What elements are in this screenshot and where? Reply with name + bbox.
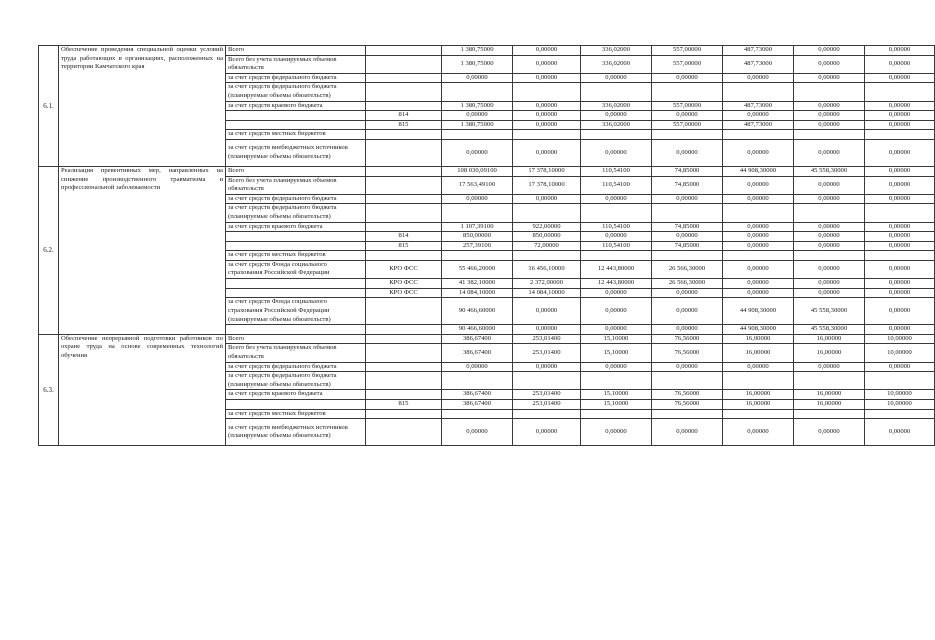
amount-cell bbox=[581, 251, 652, 261]
amount-cell: 0,00000 bbox=[865, 176, 935, 194]
amount-cell: 15,10000 bbox=[581, 334, 652, 344]
amount-cell bbox=[723, 251, 794, 261]
amount-cell: 0,00000 bbox=[723, 362, 794, 372]
amount-cell: 16,00000 bbox=[723, 334, 794, 344]
amount-cell bbox=[581, 372, 652, 390]
table-row bbox=[39, 334, 935, 344]
amount-cell: 90 466,60000 bbox=[442, 325, 513, 335]
budget-table bbox=[38, 45, 935, 446]
amount-cell: 0,00000 bbox=[513, 55, 581, 73]
amount-cell: 0,00000 bbox=[794, 222, 865, 232]
amount-cell: 386,67400 bbox=[442, 344, 513, 362]
budget-code-cell: 814 bbox=[366, 232, 442, 242]
amount-cell: 44 908,30000 bbox=[723, 298, 794, 325]
amount-cell: 487,73000 bbox=[723, 55, 794, 73]
amount-cell: 0,00000 bbox=[723, 260, 794, 278]
amount-cell: 0,00000 bbox=[865, 111, 935, 121]
budget-code-cell bbox=[366, 362, 442, 372]
amount-cell: 0,00000 bbox=[442, 194, 513, 204]
amount-cell: 0,00000 bbox=[794, 176, 865, 194]
budget-code-cell: 815 bbox=[366, 400, 442, 410]
amount-cell bbox=[865, 204, 935, 222]
amount-cell: 0,00000 bbox=[442, 362, 513, 372]
budget-code-cell bbox=[366, 344, 442, 362]
amount-cell bbox=[652, 409, 723, 419]
budget-code-cell bbox=[366, 83, 442, 101]
amount-cell bbox=[794, 130, 865, 140]
amount-cell: 41 382,10000 bbox=[442, 279, 513, 289]
amount-cell bbox=[513, 83, 581, 101]
amount-cell bbox=[652, 251, 723, 261]
amount-cell: 557,00000 bbox=[652, 46, 723, 56]
funding-source-cell bbox=[226, 288, 366, 298]
amount-cell: 0,00000 bbox=[865, 166, 935, 176]
amount-cell: 0,00000 bbox=[581, 298, 652, 325]
amount-cell: 76,56000 bbox=[652, 390, 723, 400]
amount-cell: 0,00000 bbox=[865, 241, 935, 251]
amount-cell: 0,00000 bbox=[581, 139, 652, 166]
amount-cell: 0,00000 bbox=[513, 325, 581, 335]
amount-cell: 0,00000 bbox=[581, 73, 652, 83]
budget-code-cell bbox=[366, 334, 442, 344]
budget-code-cell bbox=[366, 222, 442, 232]
amount-cell: 0,00000 bbox=[865, 419, 935, 446]
amount-cell: 14 084,10000 bbox=[442, 288, 513, 298]
amount-cell: 0,00000 bbox=[865, 101, 935, 111]
amount-cell: 386,67400 bbox=[442, 334, 513, 344]
amount-cell: 487,73000 bbox=[723, 46, 794, 56]
amount-cell: 0,00000 bbox=[442, 73, 513, 83]
amount-cell bbox=[581, 409, 652, 419]
amount-cell bbox=[723, 409, 794, 419]
amount-cell: 0,00000 bbox=[794, 55, 865, 73]
amount-cell: 0,00000 bbox=[865, 194, 935, 204]
budget-code-cell: КРО ФСС bbox=[366, 260, 442, 278]
section-number: 6.2. bbox=[39, 166, 59, 334]
amount-cell bbox=[865, 83, 935, 101]
amount-cell: 0,00000 bbox=[723, 288, 794, 298]
amount-cell: 0,00000 bbox=[652, 362, 723, 372]
amount-cell: 12 443,80000 bbox=[581, 279, 652, 289]
amount-cell: 110,54100 bbox=[581, 222, 652, 232]
amount-cell: 16,00000 bbox=[723, 344, 794, 362]
amount-cell: 850,00000 bbox=[442, 232, 513, 242]
funding-source-cell: за счет средств местных бюджетов bbox=[226, 409, 366, 419]
budget-code-cell bbox=[366, 204, 442, 222]
amount-cell: 0,00000 bbox=[865, 298, 935, 325]
amount-cell: 0,00000 bbox=[865, 260, 935, 278]
budget-code-cell bbox=[366, 101, 442, 111]
amount-cell: 45 558,30000 bbox=[794, 325, 865, 335]
budget-code-cell bbox=[366, 139, 442, 166]
funding-source-cell bbox=[226, 111, 366, 121]
amount-cell bbox=[581, 204, 652, 222]
amount-cell: 0,00000 bbox=[581, 232, 652, 242]
budget-code-cell bbox=[366, 55, 442, 73]
amount-cell: 850,00000 bbox=[513, 232, 581, 242]
amount-cell: 0,00000 bbox=[513, 194, 581, 204]
amount-cell: 0,00000 bbox=[581, 288, 652, 298]
amount-cell: 0,00000 bbox=[794, 288, 865, 298]
amount-cell bbox=[513, 251, 581, 261]
funding-source-cell: за счет средств Фонда социального страхования Российской Федерации (планируемые объемы обязательств) bbox=[226, 298, 366, 325]
funding-source-cell: Всего без учета планируемых объемов обязательств bbox=[226, 344, 366, 362]
amount-cell: 0,00000 bbox=[513, 139, 581, 166]
amount-cell: 0,00000 bbox=[794, 101, 865, 111]
budget-code-cell bbox=[366, 166, 442, 176]
amount-cell bbox=[652, 130, 723, 140]
funding-source-cell bbox=[226, 120, 366, 130]
amount-cell: 0,00000 bbox=[865, 222, 935, 232]
budget-code-cell bbox=[366, 409, 442, 419]
amount-cell: 1 380,75000 bbox=[442, 120, 513, 130]
amount-cell: 257,39100 bbox=[442, 241, 513, 251]
amount-cell: 108 030,09100 bbox=[442, 166, 513, 176]
amount-cell: 0,00000 bbox=[723, 176, 794, 194]
amount-cell: 0,00000 bbox=[794, 362, 865, 372]
amount-cell: 0,00000 bbox=[581, 419, 652, 446]
amount-cell bbox=[652, 372, 723, 390]
amount-cell: 0,00000 bbox=[581, 111, 652, 121]
amount-cell: 0,00000 bbox=[794, 120, 865, 130]
amount-cell: 0,00000 bbox=[723, 279, 794, 289]
amount-cell: 0,00000 bbox=[794, 139, 865, 166]
amount-cell: 12 443,80000 bbox=[581, 260, 652, 278]
amount-cell: 0,00000 bbox=[652, 73, 723, 83]
amount-cell bbox=[794, 83, 865, 101]
amount-cell: 26 566,30000 bbox=[652, 260, 723, 278]
amount-cell: 2 372,00000 bbox=[513, 279, 581, 289]
amount-cell bbox=[794, 204, 865, 222]
funding-source-cell: Всего bbox=[226, 166, 366, 176]
funding-source-cell: за счет средств краевого бюджета bbox=[226, 101, 366, 111]
amount-cell: 1 380,75000 bbox=[442, 55, 513, 73]
amount-cell: 0,00000 bbox=[865, 139, 935, 166]
amount-cell: 1 107,39100 bbox=[442, 222, 513, 232]
amount-cell bbox=[513, 372, 581, 390]
amount-cell: 16,00000 bbox=[723, 400, 794, 410]
amount-cell: 74,85000 bbox=[652, 222, 723, 232]
amount-cell bbox=[794, 372, 865, 390]
amount-cell bbox=[652, 204, 723, 222]
table-row bbox=[39, 166, 935, 176]
activity-name: Обеспечение проведения специальной оценки условий труда работающих в организациях, расположенных на территории Камчатского края bbox=[59, 46, 226, 167]
amount-cell: 253,01400 bbox=[513, 400, 581, 410]
amount-cell: 0,00000 bbox=[652, 298, 723, 325]
funding-source-cell: за счет средств местных бюджетов bbox=[226, 251, 366, 261]
amount-cell bbox=[865, 130, 935, 140]
funding-source-cell: Всего bbox=[226, 334, 366, 344]
amount-cell: 336,02000 bbox=[581, 46, 652, 56]
budget-code-cell: 815 bbox=[366, 241, 442, 251]
amount-cell: 0,00000 bbox=[723, 194, 794, 204]
amount-cell: 17 563,49100 bbox=[442, 176, 513, 194]
amount-cell: 557,00000 bbox=[652, 101, 723, 111]
budget-code-cell bbox=[366, 390, 442, 400]
amount-cell: 110,54100 bbox=[581, 241, 652, 251]
amount-cell: 1 380,75000 bbox=[442, 101, 513, 111]
amount-cell: 336,02000 bbox=[581, 55, 652, 73]
amount-cell bbox=[513, 130, 581, 140]
amount-cell: 0,00000 bbox=[513, 298, 581, 325]
amount-cell bbox=[652, 83, 723, 101]
funding-source-cell: за счет средств Фонда социального страхования Российской Федерации bbox=[226, 260, 366, 278]
amount-cell: 0,00000 bbox=[723, 111, 794, 121]
funding-source-cell: за счет средств федерального бюджета (планируемые объемы обязательств) bbox=[226, 204, 366, 222]
amount-cell: 0,00000 bbox=[652, 419, 723, 446]
amount-cell: 0,00000 bbox=[865, 325, 935, 335]
amount-cell: 0,00000 bbox=[794, 260, 865, 278]
amount-cell: 0,00000 bbox=[652, 194, 723, 204]
funding-source-cell: за счет средств федерального бюджета bbox=[226, 194, 366, 204]
amount-cell: 0,00000 bbox=[794, 73, 865, 83]
amount-cell: 0,00000 bbox=[723, 241, 794, 251]
amount-cell bbox=[723, 130, 794, 140]
amount-cell: 0,00000 bbox=[865, 362, 935, 372]
funding-source-cell: за счет средств внебюджетных источников (планируемые объемы обязательств) bbox=[226, 139, 366, 166]
amount-cell: 16,00000 bbox=[794, 344, 865, 362]
budget-code-cell bbox=[366, 176, 442, 194]
budget-code-cell bbox=[366, 194, 442, 204]
amount-cell: 10,00000 bbox=[865, 400, 935, 410]
funding-source-cell bbox=[226, 400, 366, 410]
amount-cell: 0,00000 bbox=[513, 120, 581, 130]
amount-cell: 0,00000 bbox=[794, 194, 865, 204]
amount-cell: 0,00000 bbox=[794, 419, 865, 446]
budget-table-sheet bbox=[38, 45, 912, 446]
budget-code-cell bbox=[366, 73, 442, 83]
amount-cell: 0,00000 bbox=[652, 111, 723, 121]
amount-cell: 0,00000 bbox=[581, 362, 652, 372]
amount-cell bbox=[865, 251, 935, 261]
budget-code-cell bbox=[366, 130, 442, 140]
amount-cell: 0,00000 bbox=[865, 232, 935, 242]
amount-cell: 487,73000 bbox=[723, 120, 794, 130]
amount-cell: 0,00000 bbox=[865, 288, 935, 298]
amount-cell: 0,00000 bbox=[794, 279, 865, 289]
funding-source-cell bbox=[226, 232, 366, 242]
funding-source-cell: за счет средств федерального бюджета (планируемые объемы обязательств) bbox=[226, 372, 366, 390]
amount-cell: 15,10000 bbox=[581, 390, 652, 400]
amount-cell: 0,00000 bbox=[513, 46, 581, 56]
amount-cell: 0,00000 bbox=[723, 232, 794, 242]
activity-name: Реализация превентивных мер, направленных на снижение производственного травматизма и профессиональной заболеваемости bbox=[59, 166, 226, 334]
amount-cell: 45 558,30000 bbox=[794, 166, 865, 176]
amount-cell: 16,00000 bbox=[794, 400, 865, 410]
section-number: 6.1. bbox=[39, 46, 59, 167]
amount-cell: 76,56000 bbox=[652, 400, 723, 410]
amount-cell bbox=[442, 409, 513, 419]
budget-code-cell: 814 bbox=[366, 111, 442, 121]
amount-cell: 0,00000 bbox=[652, 139, 723, 166]
amount-cell: 0,00000 bbox=[652, 288, 723, 298]
amount-cell bbox=[513, 409, 581, 419]
budget-code-cell: КРО ФСС bbox=[366, 288, 442, 298]
amount-cell: 0,00000 bbox=[723, 73, 794, 83]
amount-cell bbox=[723, 204, 794, 222]
amount-cell: 0,00000 bbox=[865, 279, 935, 289]
funding-source-cell: Всего без учета планируемых объемов обязательств bbox=[226, 55, 366, 73]
amount-cell bbox=[723, 83, 794, 101]
budget-code-cell bbox=[366, 46, 442, 56]
amount-cell: 10,00000 bbox=[865, 344, 935, 362]
amount-cell: 922,00000 bbox=[513, 222, 581, 232]
amount-cell: 0,00000 bbox=[794, 46, 865, 56]
amount-cell: 44 908,30000 bbox=[723, 166, 794, 176]
amount-cell bbox=[442, 130, 513, 140]
budget-code-cell bbox=[366, 298, 442, 325]
amount-cell: 0,00000 bbox=[865, 55, 935, 73]
amount-cell: 0,00000 bbox=[723, 222, 794, 232]
funding-source-cell: за счет средств краевого бюджета bbox=[226, 222, 366, 232]
amount-cell: 0,00000 bbox=[723, 419, 794, 446]
amount-cell: 10,00000 bbox=[865, 390, 935, 400]
amount-cell: 16,00000 bbox=[794, 334, 865, 344]
amount-cell bbox=[442, 251, 513, 261]
amount-cell: 0,00000 bbox=[513, 73, 581, 83]
budget-code-cell bbox=[366, 251, 442, 261]
amount-cell: 386,67400 bbox=[442, 400, 513, 410]
amount-cell: 26 566,30000 bbox=[652, 279, 723, 289]
budget-code-cell: КРО ФСС bbox=[366, 279, 442, 289]
amount-cell: 110,54100 bbox=[581, 176, 652, 194]
table-row bbox=[39, 46, 935, 56]
budget-code-cell bbox=[366, 419, 442, 446]
funding-source-cell bbox=[226, 325, 366, 335]
amount-cell: 76,56000 bbox=[652, 344, 723, 362]
funding-source-cell: за счет средств краевого бюджета bbox=[226, 390, 366, 400]
budget-code-cell bbox=[366, 325, 442, 335]
amount-cell: 0,00000 bbox=[442, 139, 513, 166]
amount-cell: 16 456,10000 bbox=[513, 260, 581, 278]
amount-cell: 0,00000 bbox=[865, 120, 935, 130]
amount-cell: 1 380,75000 bbox=[442, 46, 513, 56]
amount-cell: 0,00000 bbox=[581, 194, 652, 204]
amount-cell: 0,00000 bbox=[442, 419, 513, 446]
amount-cell: 0,00000 bbox=[723, 139, 794, 166]
amount-cell: 10,00000 bbox=[865, 334, 935, 344]
amount-cell: 386,67400 bbox=[442, 390, 513, 400]
budget-code-cell bbox=[366, 372, 442, 390]
amount-cell: 0,00000 bbox=[513, 362, 581, 372]
funding-source-cell: за счет средств федерального бюджета bbox=[226, 73, 366, 83]
amount-cell: 0,00000 bbox=[794, 232, 865, 242]
amount-cell: 0,00000 bbox=[794, 111, 865, 121]
amount-cell: 74,85000 bbox=[652, 176, 723, 194]
amount-cell: 72,00000 bbox=[513, 241, 581, 251]
amount-cell: 44 908,30000 bbox=[723, 325, 794, 335]
funding-source-cell: за счет средств федерального бюджета bbox=[226, 362, 366, 372]
section-number: 6.3. bbox=[39, 334, 59, 445]
amount-cell: 15,10000 bbox=[581, 344, 652, 362]
activity-name: Обеспечение непрерывной подготовки работников по охране труда на основе современных технологий обучения bbox=[59, 334, 226, 445]
amount-cell: 253,01400 bbox=[513, 390, 581, 400]
amount-cell: 253,01400 bbox=[513, 334, 581, 344]
funding-source-cell: Всего bbox=[226, 46, 366, 56]
amount-cell: 74,85000 bbox=[652, 241, 723, 251]
amount-cell: 55 466,20000 bbox=[442, 260, 513, 278]
amount-cell: 0,00000 bbox=[865, 73, 935, 83]
funding-source-cell: за счет средств внебюджетных источников (планируемые объемы обязательств) bbox=[226, 419, 366, 446]
amount-cell: 17 378,10000 bbox=[513, 176, 581, 194]
amount-cell: 336,02000 bbox=[581, 101, 652, 111]
funding-source-cell bbox=[226, 279, 366, 289]
amount-cell: 0,00000 bbox=[513, 111, 581, 121]
amount-cell: 557,00000 bbox=[652, 120, 723, 130]
amount-cell: 557,00000 bbox=[652, 55, 723, 73]
amount-cell: 0,00000 bbox=[652, 325, 723, 335]
amount-cell: 76,56000 bbox=[652, 334, 723, 344]
amount-cell: 110,54100 bbox=[581, 166, 652, 176]
amount-cell: 16,00000 bbox=[794, 390, 865, 400]
amount-cell bbox=[723, 372, 794, 390]
amount-cell: 0,00000 bbox=[513, 101, 581, 111]
amount-cell bbox=[581, 83, 652, 101]
amount-cell: 90 466,60000 bbox=[442, 298, 513, 325]
amount-cell: 253,01400 bbox=[513, 344, 581, 362]
amount-cell bbox=[865, 409, 935, 419]
amount-cell: 0,00000 bbox=[652, 232, 723, 242]
amount-cell bbox=[442, 83, 513, 101]
amount-cell bbox=[865, 372, 935, 390]
amount-cell: 0,00000 bbox=[865, 46, 935, 56]
funding-source-cell: за счет средств федерального бюджета (планируемые объемы обязательств) bbox=[226, 83, 366, 101]
amount-cell: 45 558,30000 bbox=[794, 298, 865, 325]
amount-cell: 487,73000 bbox=[723, 101, 794, 111]
amount-cell bbox=[513, 204, 581, 222]
amount-cell: 17 378,10000 bbox=[513, 166, 581, 176]
amount-cell: 74,85000 bbox=[652, 166, 723, 176]
funding-source-cell: Всего без учета планируемых объемов обязательств bbox=[226, 176, 366, 194]
amount-cell: 0,00000 bbox=[794, 241, 865, 251]
amount-cell bbox=[794, 251, 865, 261]
amount-cell bbox=[581, 130, 652, 140]
amount-cell bbox=[442, 372, 513, 390]
amount-cell: 0,00000 bbox=[442, 111, 513, 121]
funding-source-cell bbox=[226, 241, 366, 251]
amount-cell: 16,00000 bbox=[723, 390, 794, 400]
funding-source-cell: за счет средств местных бюджетов bbox=[226, 130, 366, 140]
amount-cell bbox=[794, 409, 865, 419]
amount-cell: 14 084,10000 bbox=[513, 288, 581, 298]
amount-cell: 336,02000 bbox=[581, 120, 652, 130]
amount-cell: 0,00000 bbox=[581, 325, 652, 335]
budget-code-cell: 815 bbox=[366, 120, 442, 130]
amount-cell: 15,10000 bbox=[581, 400, 652, 410]
amount-cell bbox=[442, 204, 513, 222]
amount-cell: 0,00000 bbox=[513, 419, 581, 446]
